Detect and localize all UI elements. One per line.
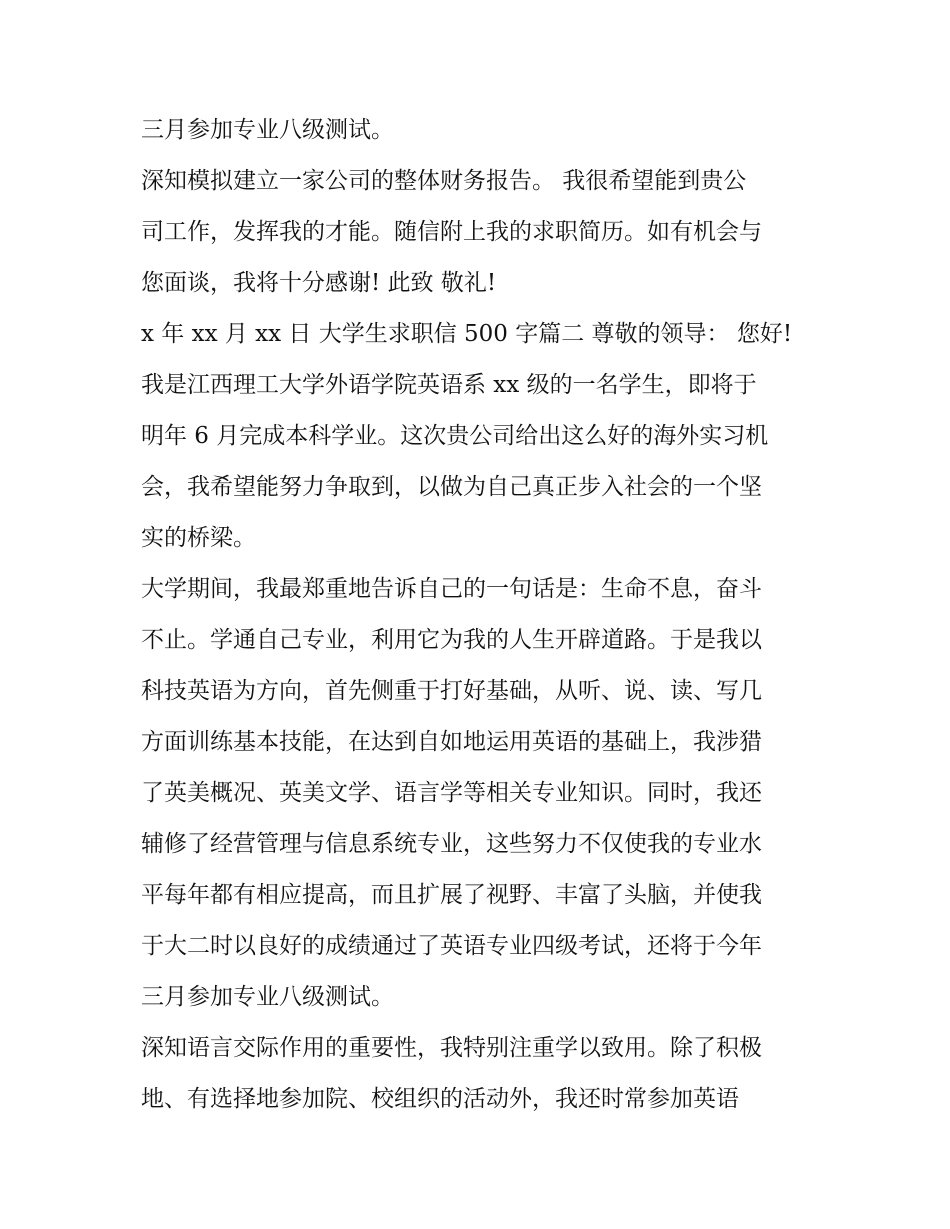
- text-line: 三月参加专业八级测试。: [141, 117, 394, 143]
- text-line: 实的桥梁。: [141, 525, 256, 551]
- text-line: 深知语言交际作用的重要性，我特别注重学以致用。除了积极: [141, 1035, 762, 1061]
- text-line: x 年 xx 月 xx 日 大学生求职信 500 字篇二 尊敬的领导： 您好!: [141, 321, 793, 347]
- text-line: 地、有选择地参加院、校组织的活动外，我还时常参加英语: [141, 1086, 739, 1112]
- text-line: 您面谈，我将十分感谢! 此致 敬礼!: [141, 270, 497, 296]
- text-line: 了英美概况、英美文学、语言学等相关专业知识。同时，我还: [141, 780, 762, 806]
- text-line: 于大二时以良好的成绩通过了英语专业四级考试，还将于今年: [141, 933, 762, 959]
- text-line: 会，我希望能努力争取到，以做为自己真正步入社会的一个坚: [141, 474, 762, 500]
- text-line: 司工作，发挥我的才能。随信附上我的求职简历。如有机会与: [141, 219, 762, 245]
- text-line: 辅修了经营管理与信息系统专业，这些努力不仅使我的专业水: [141, 831, 762, 857]
- text-line: 深知模拟建立一家公司的整体财务报告。 我很希望能到贵公: [141, 168, 747, 194]
- text-line: 三月参加专业八级测试。: [141, 984, 394, 1010]
- text-line: 平每年都有相应提高，而且扩展了视野、丰富了头脑，并使我: [141, 882, 762, 908]
- text-line: 大学期间，我最郑重地告诉自己的一句话是：生命不息，奋斗: [141, 576, 762, 602]
- text-line: 方面训练基本技能，在达到自如地运用英语的基础上，我涉猎: [141, 729, 762, 755]
- text-line: 科技英语为方向，首先侧重于打好基础，从听、说、读、写几: [141, 678, 762, 704]
- document-body: [141, 113, 821, 1133]
- text-line: 明年 6 月完成本科学业。这次贵公司给出这么好的海外实习机: [141, 423, 769, 449]
- text-line: 我是江西理工大学外语学院英语系 xx 级的一名学生，即将于: [141, 372, 757, 398]
- text-line: 不止。学通自己专业，利用它为我的人生开辟道路。于是我以: [141, 627, 762, 653]
